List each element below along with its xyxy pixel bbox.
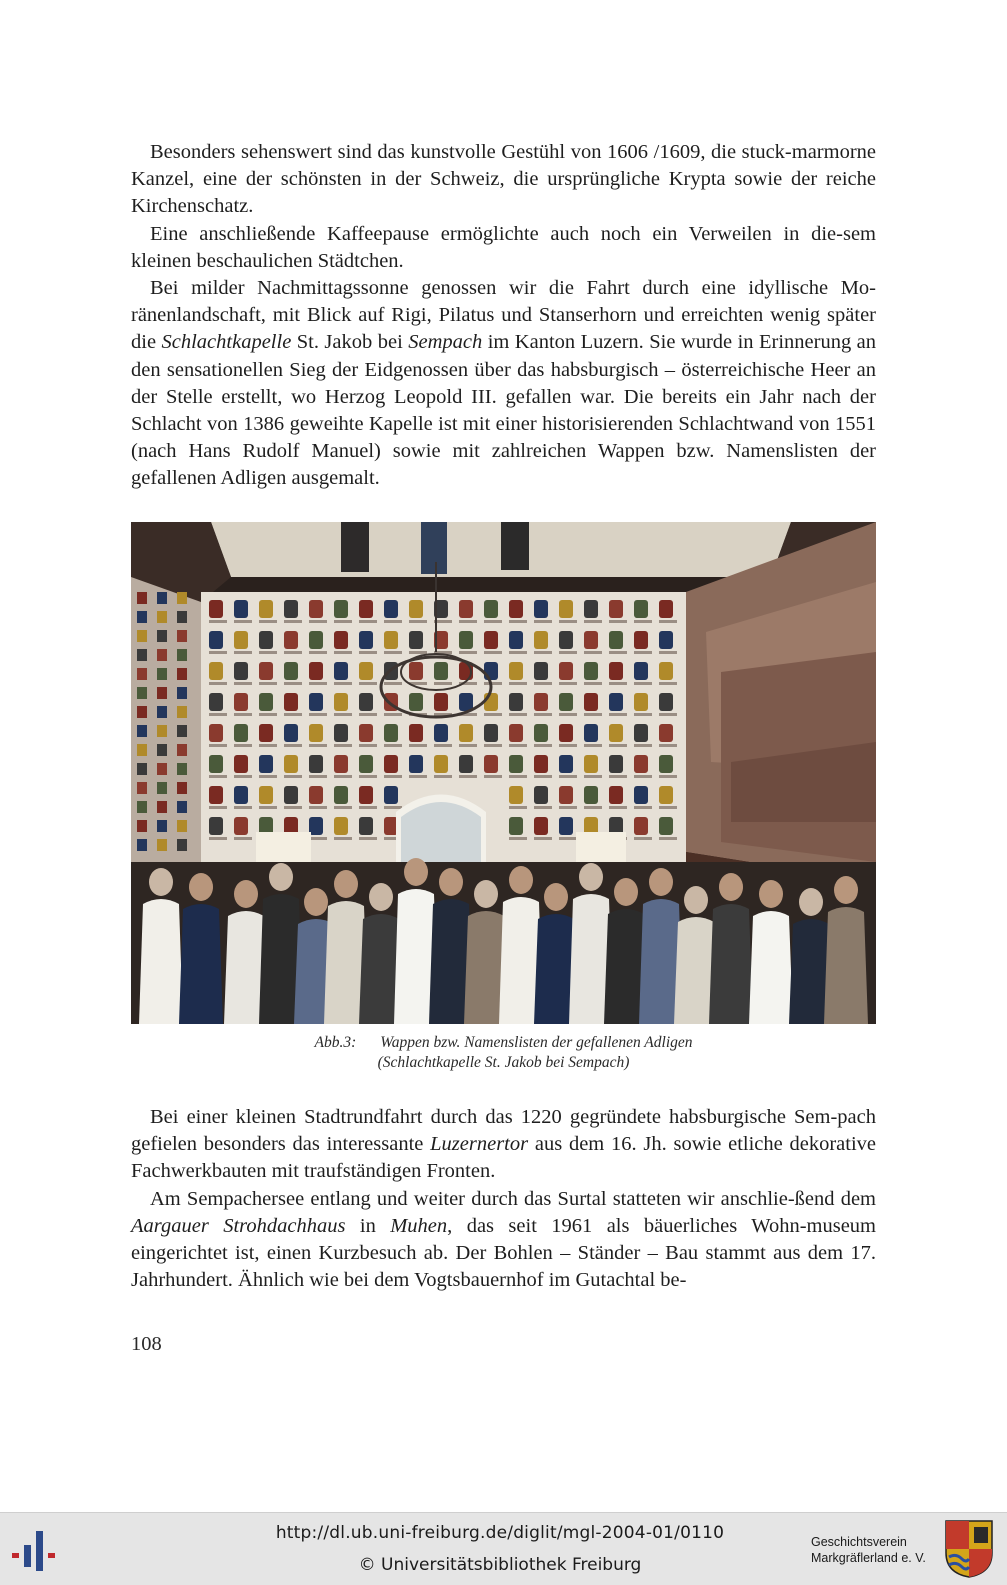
page-number: 108 — [131, 1333, 162, 1355]
caption-line-1 — [131, 1033, 876, 1053]
italic-text: Muhen — [390, 1214, 448, 1237]
paragraph — [131, 221, 876, 275]
footer-bar — [0, 1512, 1007, 1585]
figure-label: Abb.3: — [314, 1034, 357, 1051]
library-logo-icon — [12, 1527, 64, 1575]
text-run: aus dem 16. Jh. sowie etliche dekorative Fachwerkbauten mit traufständigen Fronten. — [131, 1133, 877, 1183]
society-crest-icon — [944, 1519, 994, 1579]
caption-line-2: (Schlachtkapelle St. Jakob bei Sempach) — [377, 1054, 630, 1071]
text-block-top — [131, 139, 876, 493]
paragraph — [131, 139, 876, 221]
text-run: im Kanton Luzern. Sie wurde in Erinnerung an den sensationellen Sieg der Eidgenossen über das habsburgisch – österreichische Heer an der Stelle erstellt, wo Herzog Leopold III. gefallen war. Die bereits ein Jahr nach der Schlacht von 1386 geweihte Kapelle ist mit einer historisierenden Schlachtwand von 1551 (nach Hans Rudolf Manuel) sowie mit zahlreichen Wappen bzw. Namenslisten der gefallenen Adligen ausgemalt. — [131, 331, 877, 490]
italic-text: Luzernertor — [430, 1133, 529, 1156]
text-run: Eine anschließende Kaffeepause ermöglichte auch noch ein Verweilen in die-sem kleinen beschaulichen Städtchen. — [131, 222, 876, 272]
paragraph — [131, 1186, 876, 1295]
society-name — [811, 1534, 941, 1566]
text-run: Bei einer kleinen Stadtrundfahrt durch das 1220 gegründete habsburgische Sem-pach gefielen besonders das interessante — [131, 1106, 876, 1156]
text-run: in — [345, 1214, 391, 1237]
caption-text-1: Wappen bzw. Namenslisten der gefallenen Adligen — [380, 1034, 693, 1051]
paragraph — [131, 275, 876, 493]
text-run: Bei milder Nachmittagssonne genossen wir die Fahrt durch eine idyllische Mo-ränenlandschaft, mit Blick auf Rigi, Pilatus und Stanserhorn und erreichten wenig später die — [131, 277, 876, 354]
italic-text: Sempach — [408, 331, 483, 354]
footer-url-link[interactable]: http://dl.ub.uni-freiburg.de/diglit/mgl-2004-01/0110 — [275, 1523, 725, 1543]
italic-text: Aargauer Strohdachhaus — [131, 1214, 346, 1237]
text-run: Besonders sehenswert sind das kunstvolle Gestühl von 1606 /1609, die stuck-marmorne Kanzel, eine der schönsten in der Schweiz, die ursprüngliche Krypta sowie der reiche Kirchenschatz. — [131, 141, 876, 218]
chapel-photo — [131, 522, 876, 1024]
italic-text: Schlachtkapelle — [161, 331, 292, 354]
society-line-1: Geschichtsverein — [811, 1535, 907, 1549]
text-run: St. Jakob bei — [291, 331, 409, 354]
text-run: , das seit 1961 als bäuerliches Wohn-museum eingerichtet ist, einen Kurzbesuch ab. Der Bohlen – Ständer – Bau stammt aus dem 17. Jahrhundert. Ähnlich wie bei dem Vogtsbauernhof im Gutachtal be- — [131, 1214, 877, 1292]
chapel-photo-image — [131, 522, 876, 1024]
society-line-2: Markgräflerland e. V. — [811, 1551, 926, 1565]
footer-copyright: © Universitätsbibliothek Freiburg — [358, 1555, 642, 1575]
text-run: Am Sempachersee entlang und weiter durch das Surtal statteten wir anschlie-ßend dem — [150, 1187, 876, 1210]
figure-caption — [131, 1033, 876, 1073]
text-block-bottom — [131, 1104, 876, 1294]
paragraph — [131, 1104, 876, 1186]
